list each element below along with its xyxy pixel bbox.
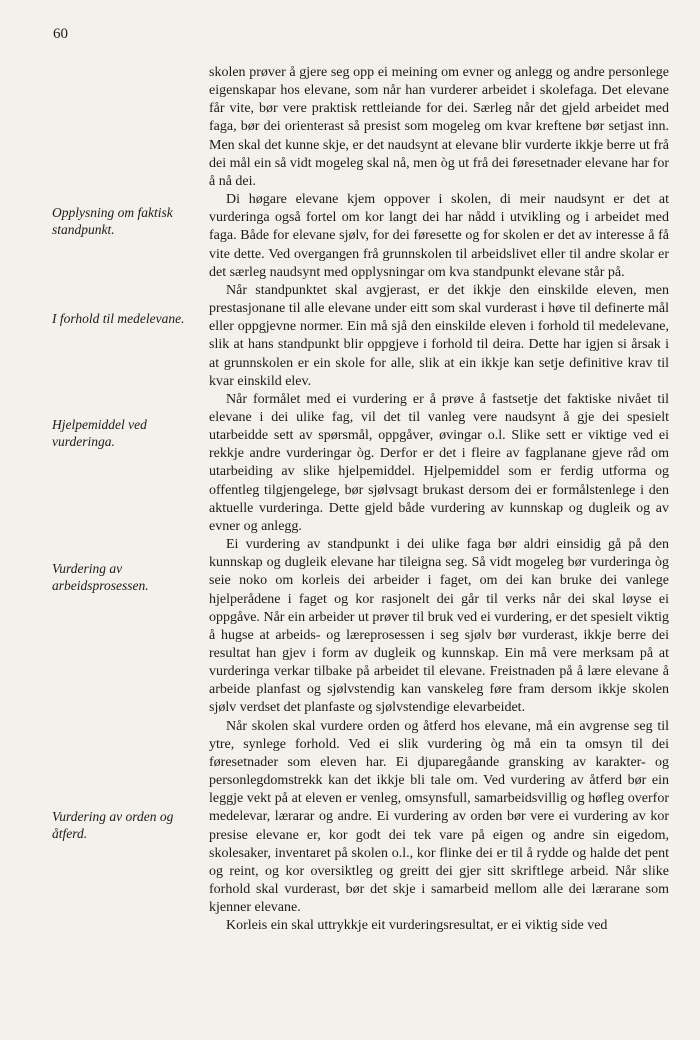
paragraph: Di høgare elevane kjem oppover i skolen, di meir naudsynt er det at vurderinga også fortel om kor langt dei har nådd i utvikling og i arbeidet med faga. Både for elevane sjølv, for dei føresette og for skolen er det av interesse å få vite dette. Ved overgangen frå grunnskolen til arbeidslivet eller til andre skolar er det særleg naudsynt med opplysningar om kva standpunkt elevane står på. (209, 192, 669, 280)
margin-note-orden-atferd: Vurdering av orden og åtferd. (52, 809, 174, 841)
paragraph: Når standpunktet skal avgjerast, er det ikkje den einskilde eleven, men prestasjonane til alle elevane under eitt som skal vurderast i høve til definerte mål eller oppgjevne normer. Ein må sjå den einskilde eleven i forhold til medelevane, slik at hans standpunkt blir oppgjeve i forhold til deira. Dette har igjen si årsak i at grunnskolen er ein skole for alle, slik at ein ikkje kan setje definitive krav til kvar einskild elev. (209, 282, 669, 389)
margin-note-medelevane: I forhold til medelevane. (52, 311, 185, 326)
margin-note-arbeidsprosessen: Vurdering av arbeidsprosessen. (52, 561, 149, 593)
page-number: 60 (53, 26, 68, 42)
paragraph: Korleis ein skal uttrykkje eit vurderingsresultat, er ei viktig side ved (226, 918, 608, 934)
paragraph: Når skolen skal vurdere orden og åtferd hos elevane, må ein avgrense seg til ytre, synlege forhold. Ved ei slik vurdering òg må ein ta omsyn til dei føresetnader som eleven har. Ei djuparegåande gransking av karakter- og personlegdomstrekk kan det ikkje bli tale om. Ved vurdering av åtferd bør ein leggje vekt på at eleven er venleg, omsynsfull, samarbeidsvillig og høfleg overfor medelevar, lærarar og andre. Ei vurdering av orden bør vere ei vurdering av kor presise elevane er, kor godt dei tek vare på eigen og andre sin eigedom, skolesaker, inventaret på skolen o.l., kor flinke dei er til å rydde og halde det pent og reint, og kor oversiktleg og greitt dei gjer sitt skriftlege arbeid. Når slike forhold skal vurderast, bør det skje i samarbeid mellom alle dei lærarane som kjenner elevane. (209, 718, 669, 916)
paragraph: Ei vurdering av standpunkt i dei ulike faga bør aldri einsidig gå på den kunnskap og dugleik elevane har tileigna seg. Så vidt mogeleg bør vurderinga òg seie noko om korleis dei arbeider i faget, om dei kan bruke dei vanlege hjelperådene i faget og kor rasjonelt dei går til verks når dei skal løyse ei oppgåve. Når ein arbeider ut prøver til bruk ved ei vurdering, er det spesielt viktig å hugse at arbeids- og læreprosessen i seg sjølv bør vurderast, ikkje berre dei resultat han gjev i form av dugleik og kunnskap. Ein må vere merksam på at vurderinga verkar tilbake på arbeidet til elevane. Freistnaden på å lære elevane å arbeide planfast og sjølvstendig kan vanskeleg føre fram dersom ikkje skolen sjølv verdset det planfaste og sjølvstendige elevarbeidet. (209, 537, 669, 716)
paragraph: skolen prøver å gjere seg opp ei meining om evner og anlegg og andre personlege eigenskapar hos elevane, som når han vurderer arbeidet i skolefaga. Det elevane får vite, bør vere praktisk rettleiande for dei. Særleg når det gjeld arbeidet med faga, bør dei orienterast så presist som mogeleg om kvar kreftene bør setjast inn. Men skal det kunne skje, er det naudsynt at elevane blir vurderte ikkje berre ut frå dei mål ein så vidt mogeleg skal nå, men òg ut frå dei føresetnader elevane har for å nå dei. (209, 65, 669, 189)
body-text (209, 64, 669, 936)
paragraph: Når formålet med ei vurdering er å prøve å fastsetje det faktiske nivået til elevane i dei ulike fag, vil det til vanleg vere naudsynt å gje dei spesielt utarbeidde sett av spørsmål, oppgåver, øvingar o.l. Slike sett er viktige ved ei rekkje andre vurderingar òg. Derfor er det i fleire av fagplanane gjeve råd om utarbeiding av slike hjelpemiddel. Hjelpemiddel som er ferdig utforma og offentleg tilgjengelege, bør sjølvsagt brukast dersom dei er formålstenlege i den aktuelle vurderinga. Dette gjeld både vurdering av kunnskap og dugleik og av evner og anlegg. (209, 391, 669, 534)
margin-note-opplysning: Opplysning om faktisk standpunkt. (52, 205, 173, 237)
margin-note-hjelpemiddel: Hjelpemiddel ved vurderinga. (52, 417, 147, 449)
